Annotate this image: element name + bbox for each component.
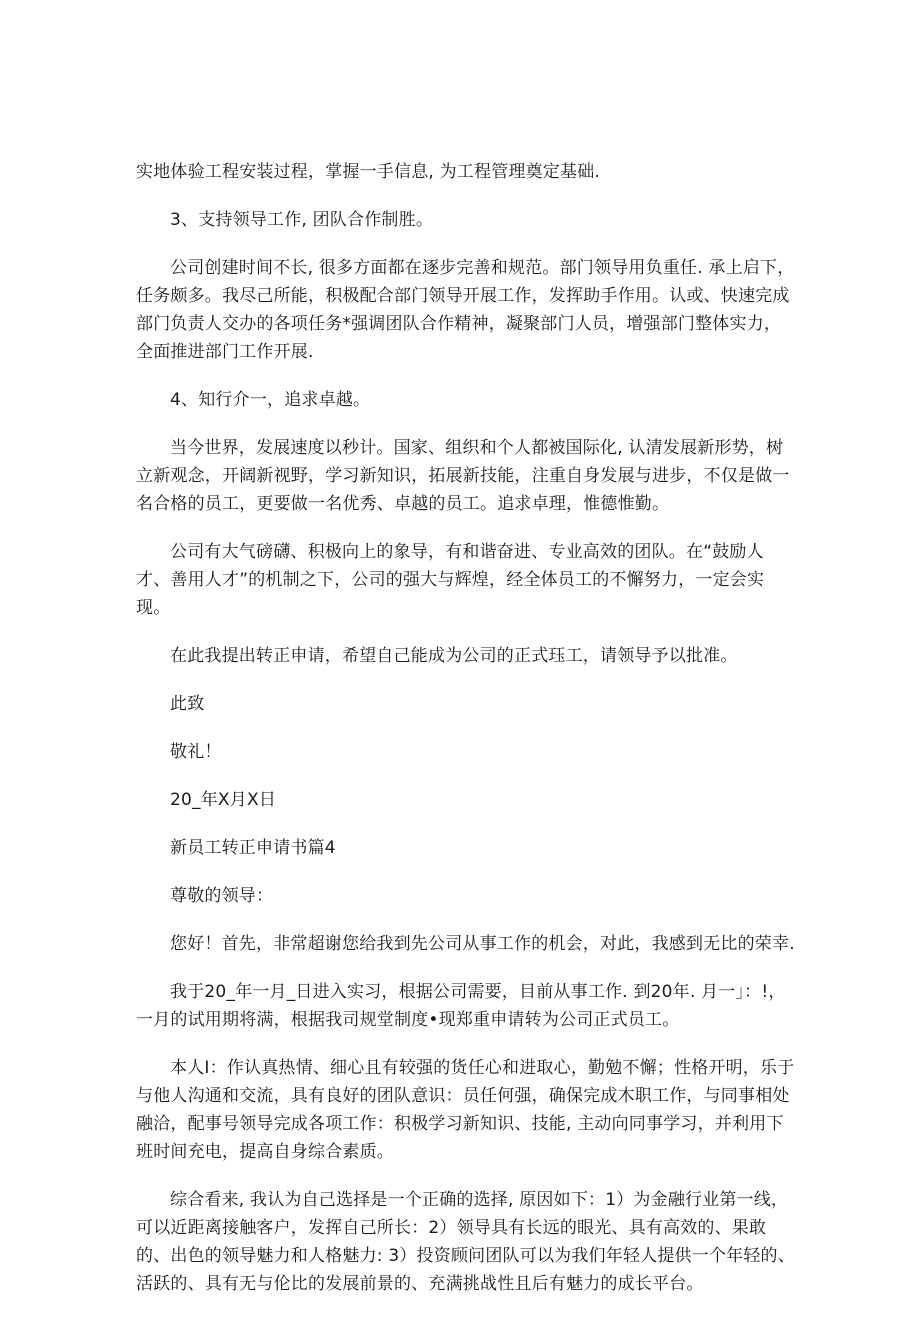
- paragraph-intro-fragment: 实地体验工程安装过程，掌握一手信息, 为工程管理奠定基础.: [136, 162, 601, 182]
- closing-salutation: 此致: [170, 694, 205, 714]
- section-title: 新员工转正申请书篇4: [170, 838, 336, 858]
- paragraph-internship: 我于20_年一月_日进入实习，根据公司需要，目前从事工作. 到20年. 月一」：!，一月的试用期将满，根据我司规堂制度•现郑重申请转为公司正式员工。: [136, 982, 786, 1030]
- paragraph-teamwork: 公司创建时间不长, 很多方面都在逐步完善和规范。部门领导用负重任. 承上启下，任务颇多。我尽己所能，积极配合部门领导开展工作，发挥助手作用。认或、快速完成部门负责人交办的各项任务*强调团队合作精神，凝聚部门人员，增强部门整体实力，全面推进部门工作开展.: [136, 258, 795, 362]
- paragraph-summary: 综合看来, 我认为自己选择是一个正确的选择, 原因如下：1）为金融行业第一线，可以近距离接触客户，发挥自己所长：2）领导具有长远的眼光、具有高效的、果敢的、出色的领导魅力和人格魅力: 3）投资顾问团队可以为我们年轻人提供一个年轻的、活跃的、具有无与伦比的发展前景的、充满挑战性且后有魅力的成长平台。: [136, 1190, 795, 1294]
- section-heading-4: 4、知行介一，追求卓越。: [170, 390, 371, 410]
- letter-greeting: 尊敬的领导：: [170, 886, 274, 906]
- paragraph-application-request: 在此我提出转正申请，希望自己能成为公司的正式珏工，请领导予以批准。: [170, 646, 738, 666]
- closing-regards: 敬礼！: [170, 742, 222, 762]
- paragraph-thanks: 您好！首先，非常超谢您给我到先公司从事工作的机会，对此，我感到无比的荣幸.: [170, 934, 795, 954]
- letter-date: 20_年X月X日: [170, 790, 277, 810]
- paragraph-company-vision: 公司有大气磅礴、积极向上的象导，有和谐奋进、专业高效的团队。在“鼓励人才、善用人才”的机制之下，公司的强大与辉煌，经全体员工的不懈努力，一定会实现。: [136, 542, 765, 618]
- paragraph-self-assessment: 本人I：作认真热情、细心且有较强的货任心和进取心，勤勉不懈；性格开明，乐于与他人沟通和交流，具有良好的团队意识：员任何强，确保完成木职工作，与同事相处融洽，配事号领导完成各项工作：积极学习新知识、技能, 主动向同事学习，并利用下班时间充电，提高自身综合素质。: [136, 1058, 795, 1162]
- section-heading-3: 3、支持领导工作, 团队合作制胜。: [170, 210, 434, 230]
- paragraph-world-development: 当今世界，发展速度以秒计。国家、组织和个人都被国际化, 认清发展新形势，树立新观念，开阔新视野，学习新知识，拓展新技能，注重自身发展与进步，不仅是做一名合格的员工，更要做一名优秀、卓越的员工。追求卓理，惟德惟勤。: [136, 438, 790, 514]
- document-body: [136, 158, 796, 1318]
